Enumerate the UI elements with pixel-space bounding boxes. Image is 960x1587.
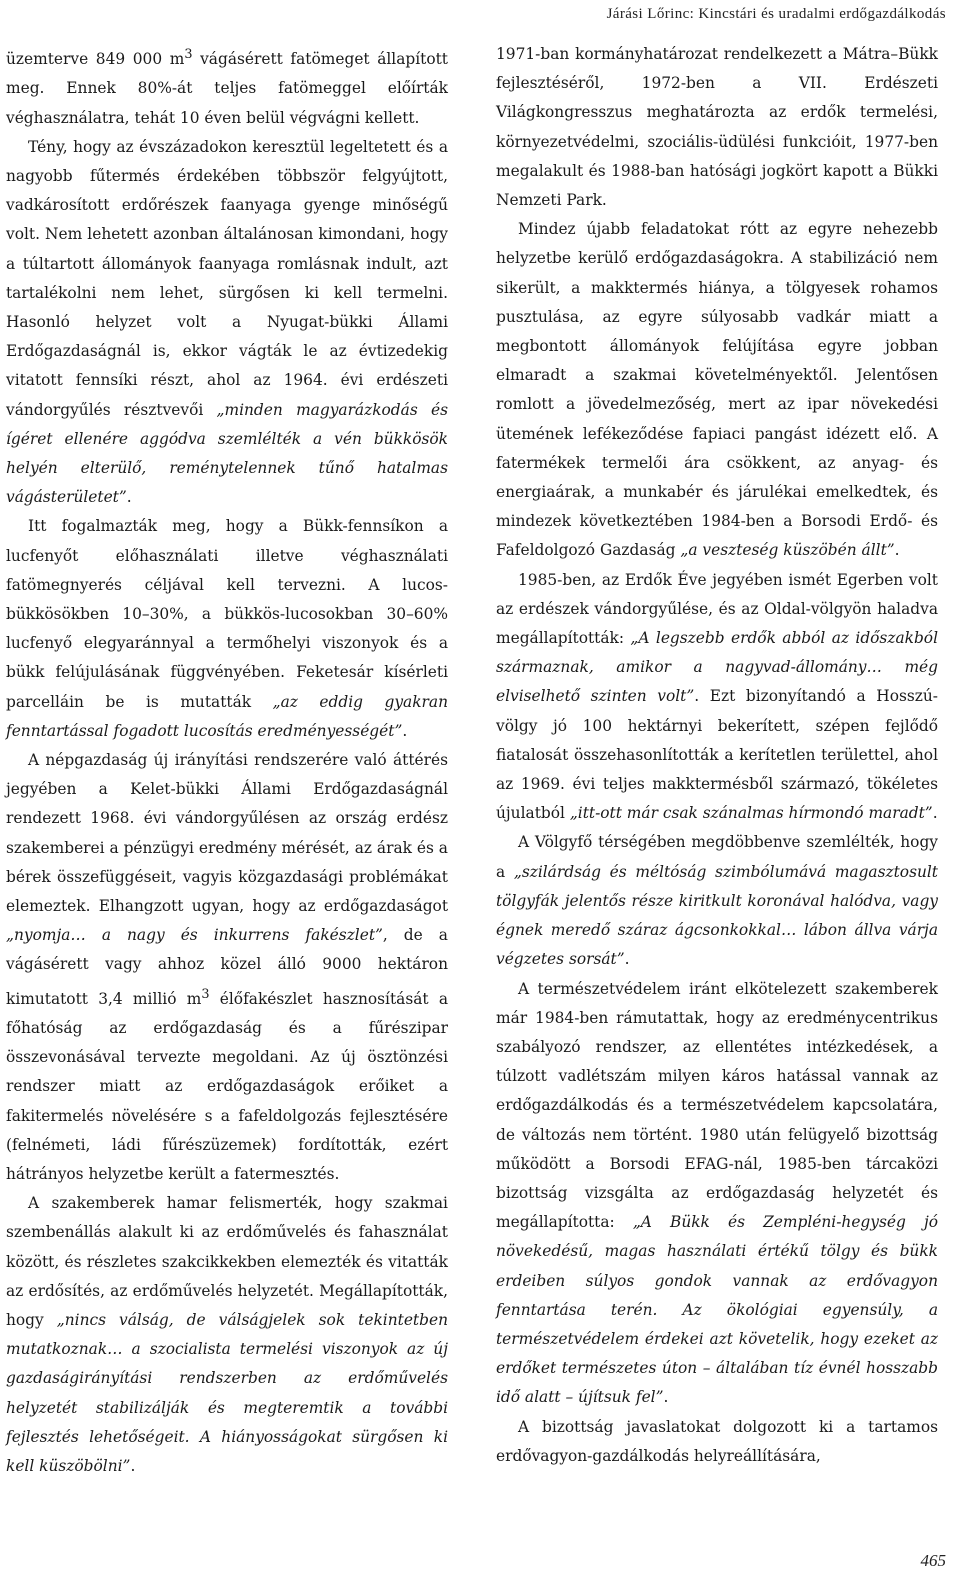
quotation: „nyomja… a nagy és inkurrens fakészlet” — [6, 926, 383, 945]
paragraph: Mindez újabb feladatokat rótt az egyre nehezebb helyzetbe kerülő erdőgazdaságokra. A stabilizáció nem sikerült, a makktermés hiánya, a tölgyesek rohamos pusztulása, az egyre súlyosabb vadkár miatt a megbontott állományok felújítása egyre jobban elmaradt a szakmai követelményektől. Jelentősen romlott a jövedelmezőség, mert az ipar növekedési ütemének lefékeződése fapiaci pangást idézett elő. A fatermékek termelői ára csökkent, az anyag- és energiaárak, a munkabér és járulékai emelkedtek, és mindezek következtében 1984-ben a Borsodi Erdő- és Fafeldolgozó Gazdaság „a veszteség küszöbén állt”. — [496, 220, 938, 560]
quotation: „szilárdság és méltóság szimbólumává magasztosult tölgyfák jelentős része kiritkult koronával halódva, vagy égnek meredő száraz ágcsonkokkal… lábon állva várja végzetes sorsát” — [496, 862, 938, 969]
quotation: „A Bükk és Zempléni-hegység jó növekedésű, magas használati értékű tölgy és bükk erdeiben súlyos gondok vannak az erdővagyon fenntartása terén. Az ökológiai egyensúly, a természetvédelem érdekei azt követelik, hogy ezeket az erdőket természetes úton – általában tíz évnél hosszabb idő alatt – újítsuk fel” — [496, 1213, 938, 1407]
right-column — [496, 40, 938, 1471]
quotation: „az eddig gyakran fenntartással fogadott lucosítás eredményességét” — [6, 692, 449, 740]
paragraph: 1971-ban kormányhatározat rendelkezett a Mátra–Bükk fejlesztéséről, 1972-ben a VII. Erdészeti Világkongresszus meghatározta az erdők termelési, környezetvédelmi, szociális-üdülési funkcióit, 1977-ben megalakult és 1988-ban hatósági jogkört kapott a Bükki Nemzeti Park. — [496, 45, 938, 210]
left-column — [6, 40, 448, 1481]
quotation: „itt-ott már csak szánalmas hírmondó maradt” — [569, 804, 933, 823]
paragraph: A Völgyfő térségében megdöbbenve szemlélték, hogy a „szilárdság és méltóság szimbólumává magasztosult tölgyfák jelentős része kiritkult koronával halódva, vagy égnek meredő száraz ágcsonkokkal… lábon állva várja végzetes sorsát”. — [496, 833, 938, 969]
quotation: „a veszteség küszöbén állt” — [680, 541, 895, 560]
paragraph: üzemterve 849 000 $m^3$ vágásérett fatömeget állapított meg. Ennek 80%-át teljes fatömeggel előírták véghasználatra, tehát 10 éven belül végvágni kellett. — [6, 47, 448, 127]
quotation: „minden magyarázkodás és ígéret ellenére aggódva szemlélték a vén bükkösök helyén elterülő, reménytelennek tűnő hatalmas vágásterületet” — [6, 400, 448, 507]
paragraph: Itt fogalmazták meg, hogy a Bükk-fennsíkon a lucfenyőt előhasználati illetve véghasználati fatömegnyerés céljával kell tervezni. A lucos-bükkösökben 10–30%, a bükkös-lucosokban 30–60% lucfenyő elegyaránnyal a termőhelyi viszonyok és a bükk felújulásának függvényében. Feketesár kísérleti parcelláin be is mutatták „az eddig gyakran fenntartással fogadott lucosítás eredményességét”. — [6, 517, 449, 740]
quotation: „A legszebb erdők abból az időszakból származnak, amikor a nagyvad-állomány… még elviselhető szinten volt” — [496, 629, 938, 706]
paragraph: 1985-ben, az Erdők Éve jegyében ismét Egerben volt az erdészek vándorgyűlése, és az Oldal-völgyön haladva megállapították: „A legszebb erdők abból az időszakból származnak, amikor a nagyvad-állomány… még elviselhető szinten volt”. Ezt bizonyítandó a Hosszú-völgy jó 100 hektárnyi bekerített, szépen fejlődő fiatalosát összehasonlították a kerítetlen területtel, ahol az 1969. évi teljes makktermésből származó, tökéletes újulatból „itt-ott már csak szánalmas hírmondó maradt”. — [496, 570, 938, 823]
paragraph: A szakemberek hamar felismerték, hogy szakmai szembenállás alakult ki az erdőművelés és fahasználat között, és részletes szakcikkekben elemezték és vitatták az erdősítés, az erdőművelés helyzetét. Megállapították, hogy „nincs válság, de válságjelek sok tekintetben mutatkoznak… a szocialista termelési viszonyok az új gazdaságirányítási rendszerben az erdőművelés helyzetét stabilizálják és megteremtik a további fejlesztés lehetőségeit. A hiányosságokat sürgősen ki kell küszöbölni”. — [6, 1194, 448, 1475]
paragraph: A természetvédelem iránt elkötelezett szakemberek már 1984-ben rámutattak, hogy az eredménycentrikus szabályozó rendszer, az ellentétes intézkedések, a túlzott vadlétszám milyen káros hatással vannak az erdőgazdálkodás és a természetvédelem kapcsolatára, de változás nem történt. 1980 után felügyelő bizottság működött a Borsodi EFAG-nál, 1985-ben tárcaközi bizottság vizsgálta az erdőgazdaság helyzetét és megállapította: „A Bükk és Zempléni-hegység jó növekedésű, magas használati értékű tölgy és bükk erdeiben súlyos gondok vannak az erdővagyon fenntartása terén. Az ökológiai egyensúly, a természetvédelem érdekei azt követelik, hogy ezeket az erdőket természetes úton – általában tíz évnél hosszabb idő alatt – újítsuk fel”. — [496, 979, 938, 1407]
quotation: „nincs válság, de válságjelek sok tekintetben mutatkoznak… a szocialista termelési viszonyok az új gazdaságirányítási rendszerben az erdőművelés helyzetét stabilizálják és megteremtik a további fejlesztés lehetőségeit. A hiányosságokat sürgősen ki kell küszöbölni” — [6, 1310, 448, 1475]
paragraph: A népgazdaság új irányítási rendszerére való áttérés jegyében a Kelet-bükki Állami Erdőgazdaságnál rendezett 1968. évi vándorgyűlésen az ország erdész szakemberei a pénzügyi eredmény mérését, az árak és a bérek összefüggéseit, vagyis közgazdasági problémákat elemeztek. Elhangzott ugyan, hogy az erdőgazdaságot „nyomja… a nagy és inkurrens fakészlet”, de a vágásérett vagy ahhoz közel álló 9000 hektáron kimutatott 3,4 millió $m^3$ élőfakészlet hasznosítását a főhatóság az erdőgazdaság és a fűrészipar összevonásával tervezte megoldani. Az új ösztönzési rendszer miatt az erdőgazdaságok erőiket a fakitermelés növelésére s a fafeldolgozás fejlesztésére (felnémeti, ládi fűrészüzemek) fordították, ezért hátrányos helyzetbe került a fatermesztés. — [6, 751, 449, 1183]
page-number: 465 — [920, 1551, 946, 1570]
paragraph: Tény, hogy az évszázadokon keresztül legeltetett és a nagyobb fűtermés érdekében többször felgyújtott, vadkárosított erdőrészek faanyaga gyenge minőségű volt. Nem lehetett azonban általánosan kimondani, hogy a túltartott állományok faanyaga romlásnak indult, azt tartalékolni nem lehet, sürgősen ki kell termelni. Hasonló helyzet volt a Nyugat-bükki Állami Erdőgazdaságnál is, ekkor vágták le az évtizedekig vitatott fennsíki részt, ahol az 1964. évi erdészeti vándorgyűlés résztvevői „minden magyarázkodás és ígéret ellenére aggódva szemlélték a vén bükkösök helyén elterülő, reménytelennek tűnő hatalmas vágásterületet”. — [6, 137, 448, 507]
paragraph: A bizottság javaslatokat dolgozott ki a tartamos erdővagyon-gazdálkodás helyreállítására, — [496, 1417, 938, 1465]
running-head: Járási Lőrinc: Kincstári és uradalmi erdőgazdálkodás — [606, 6, 946, 22]
